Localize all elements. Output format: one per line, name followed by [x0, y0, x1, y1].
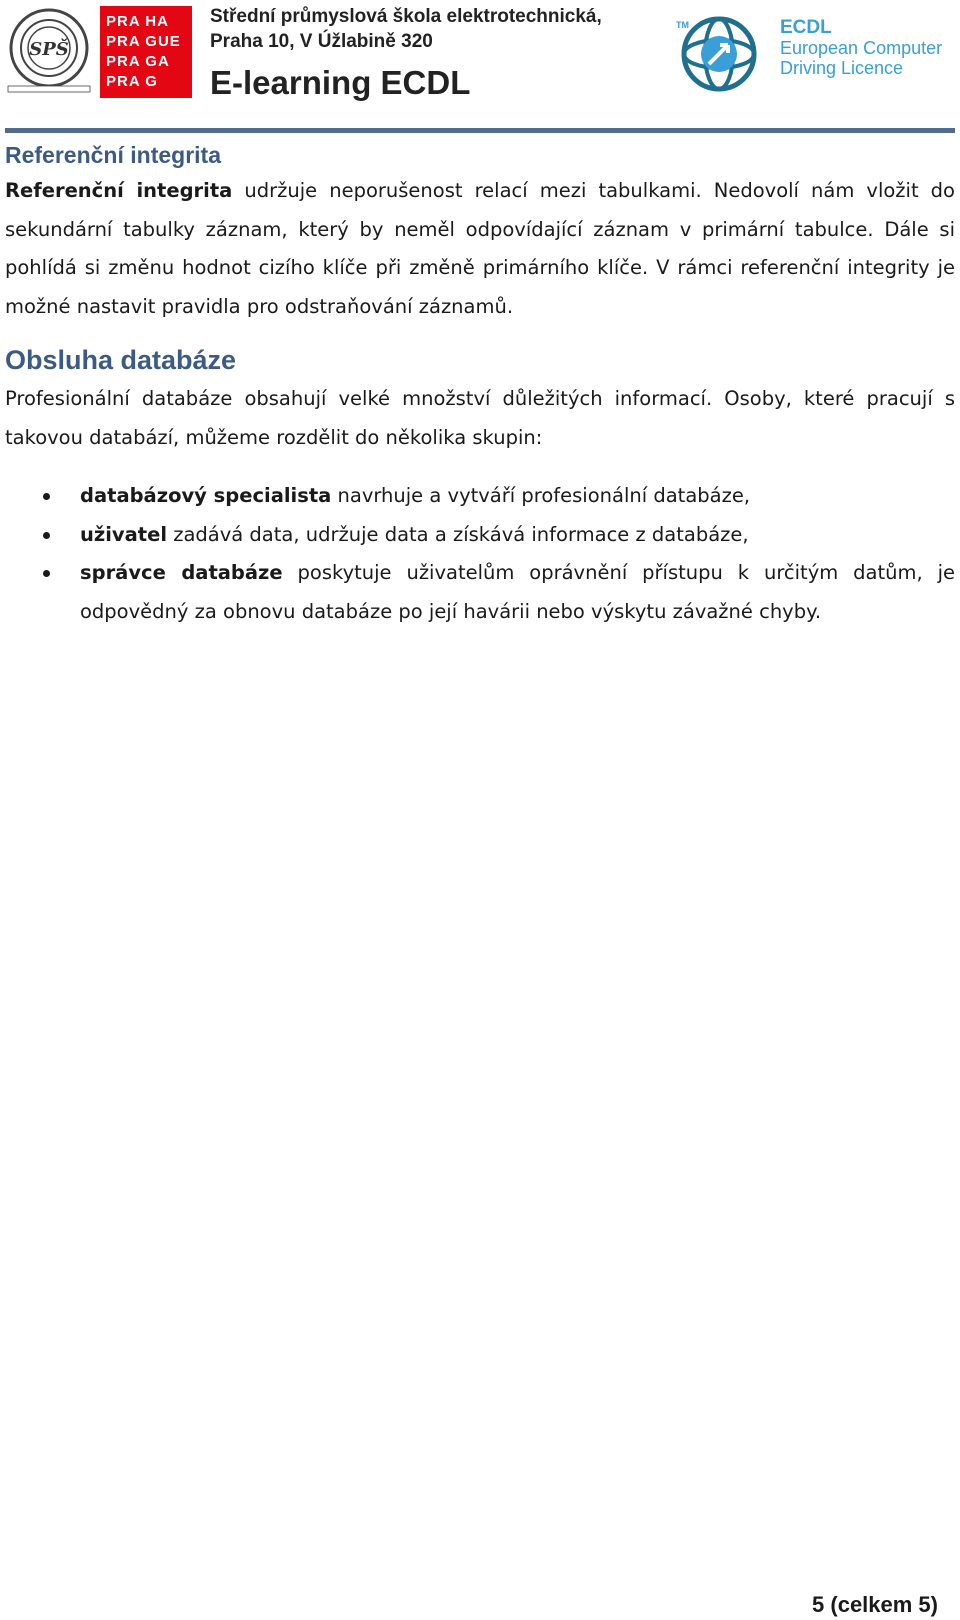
list-item-text: navrhuje a vytváří profesionální databáze,: [331, 484, 751, 507]
school-name: [210, 4, 602, 54]
header-divider: [5, 128, 955, 133]
trademark-mark: TM: [676, 20, 689, 30]
list-item: [5, 554, 955, 631]
list-item: [5, 516, 955, 555]
praha-logo-line: PRA HA: [106, 13, 169, 30]
bullet-icon: [43, 570, 50, 577]
ecdl-globe-icon: [676, 12, 762, 92]
elearning-title: E-learning ECDL: [210, 64, 471, 101]
heading-obsluha-databaze: Obsluha databáze: [5, 345, 237, 375]
praha-logo-line: PRA G: [106, 73, 158, 90]
list-item: [5, 477, 955, 516]
bold-lead: Referenční integrita: [5, 179, 233, 202]
list-item-bold: správce databáze: [80, 561, 283, 584]
ecdl-abbr: ECDL: [780, 17, 832, 38]
user-groups-list: [5, 477, 955, 631]
praha-logo-line: PRA GUE: [106, 33, 181, 50]
bullet-icon: [43, 532, 50, 539]
praha-logo: [100, 6, 192, 98]
list-item-bold: databázový specialista: [80, 484, 332, 507]
list-item-text: poskytuje uživatelům oprávnění přístupu k určitým datům, je odpovědný za obnovu databáze po její havárii nebo výskytu závažné chyby.: [80, 561, 955, 623]
list-item-text: zadává data, udržuje data a získává informace z databáze,: [167, 522, 749, 546]
paragraph-text: udržuje neporušenost relací mezi tabulkami. Nedovolí nám vložit do sekundární tabulky záznam, který by neměl odpovídající záznam v primární tabulce. Dále si pohlídá si změnu hodnot cizího klíče při změně primárního klíče. V rámci referenční integrity je možné nastavit pravidla pro odstraňování záznamů.: [5, 179, 955, 318]
sps-school-logo: [6, 6, 92, 94]
school-name-line2: Praha 10, V Úžlabině 320: [210, 31, 433, 52]
list-item-bold: uživatel: [80, 522, 168, 546]
sps-logo-text: SPŠ: [29, 39, 69, 60]
paragraph-referencni-integrita: [5, 172, 955, 326]
school-name-line1: Střední průmyslová škola elektrotechnická,: [210, 6, 602, 27]
ecdl-line1: European Computer: [780, 38, 943, 58]
paragraph-obsluha-databaze: Profesionální databáze obsahují velké množství důležitých informací. Osoby, které pracují s takovou databází, můžeme rozdělit do několika skupin:: [5, 387, 955, 449]
document-body: [5, 138, 955, 631]
bullet-icon: [43, 493, 50, 500]
heading-referencni-integrita: Referenční integrita: [5, 142, 221, 168]
page-number: 5 (celkem 5): [812, 1592, 938, 1617]
ecdl-brand-text: [780, 18, 942, 78]
document-header: [0, 0, 960, 120]
ecdl-line2: Driving Licence: [780, 58, 904, 78]
praha-logo-line: PRA GA: [106, 53, 170, 70]
